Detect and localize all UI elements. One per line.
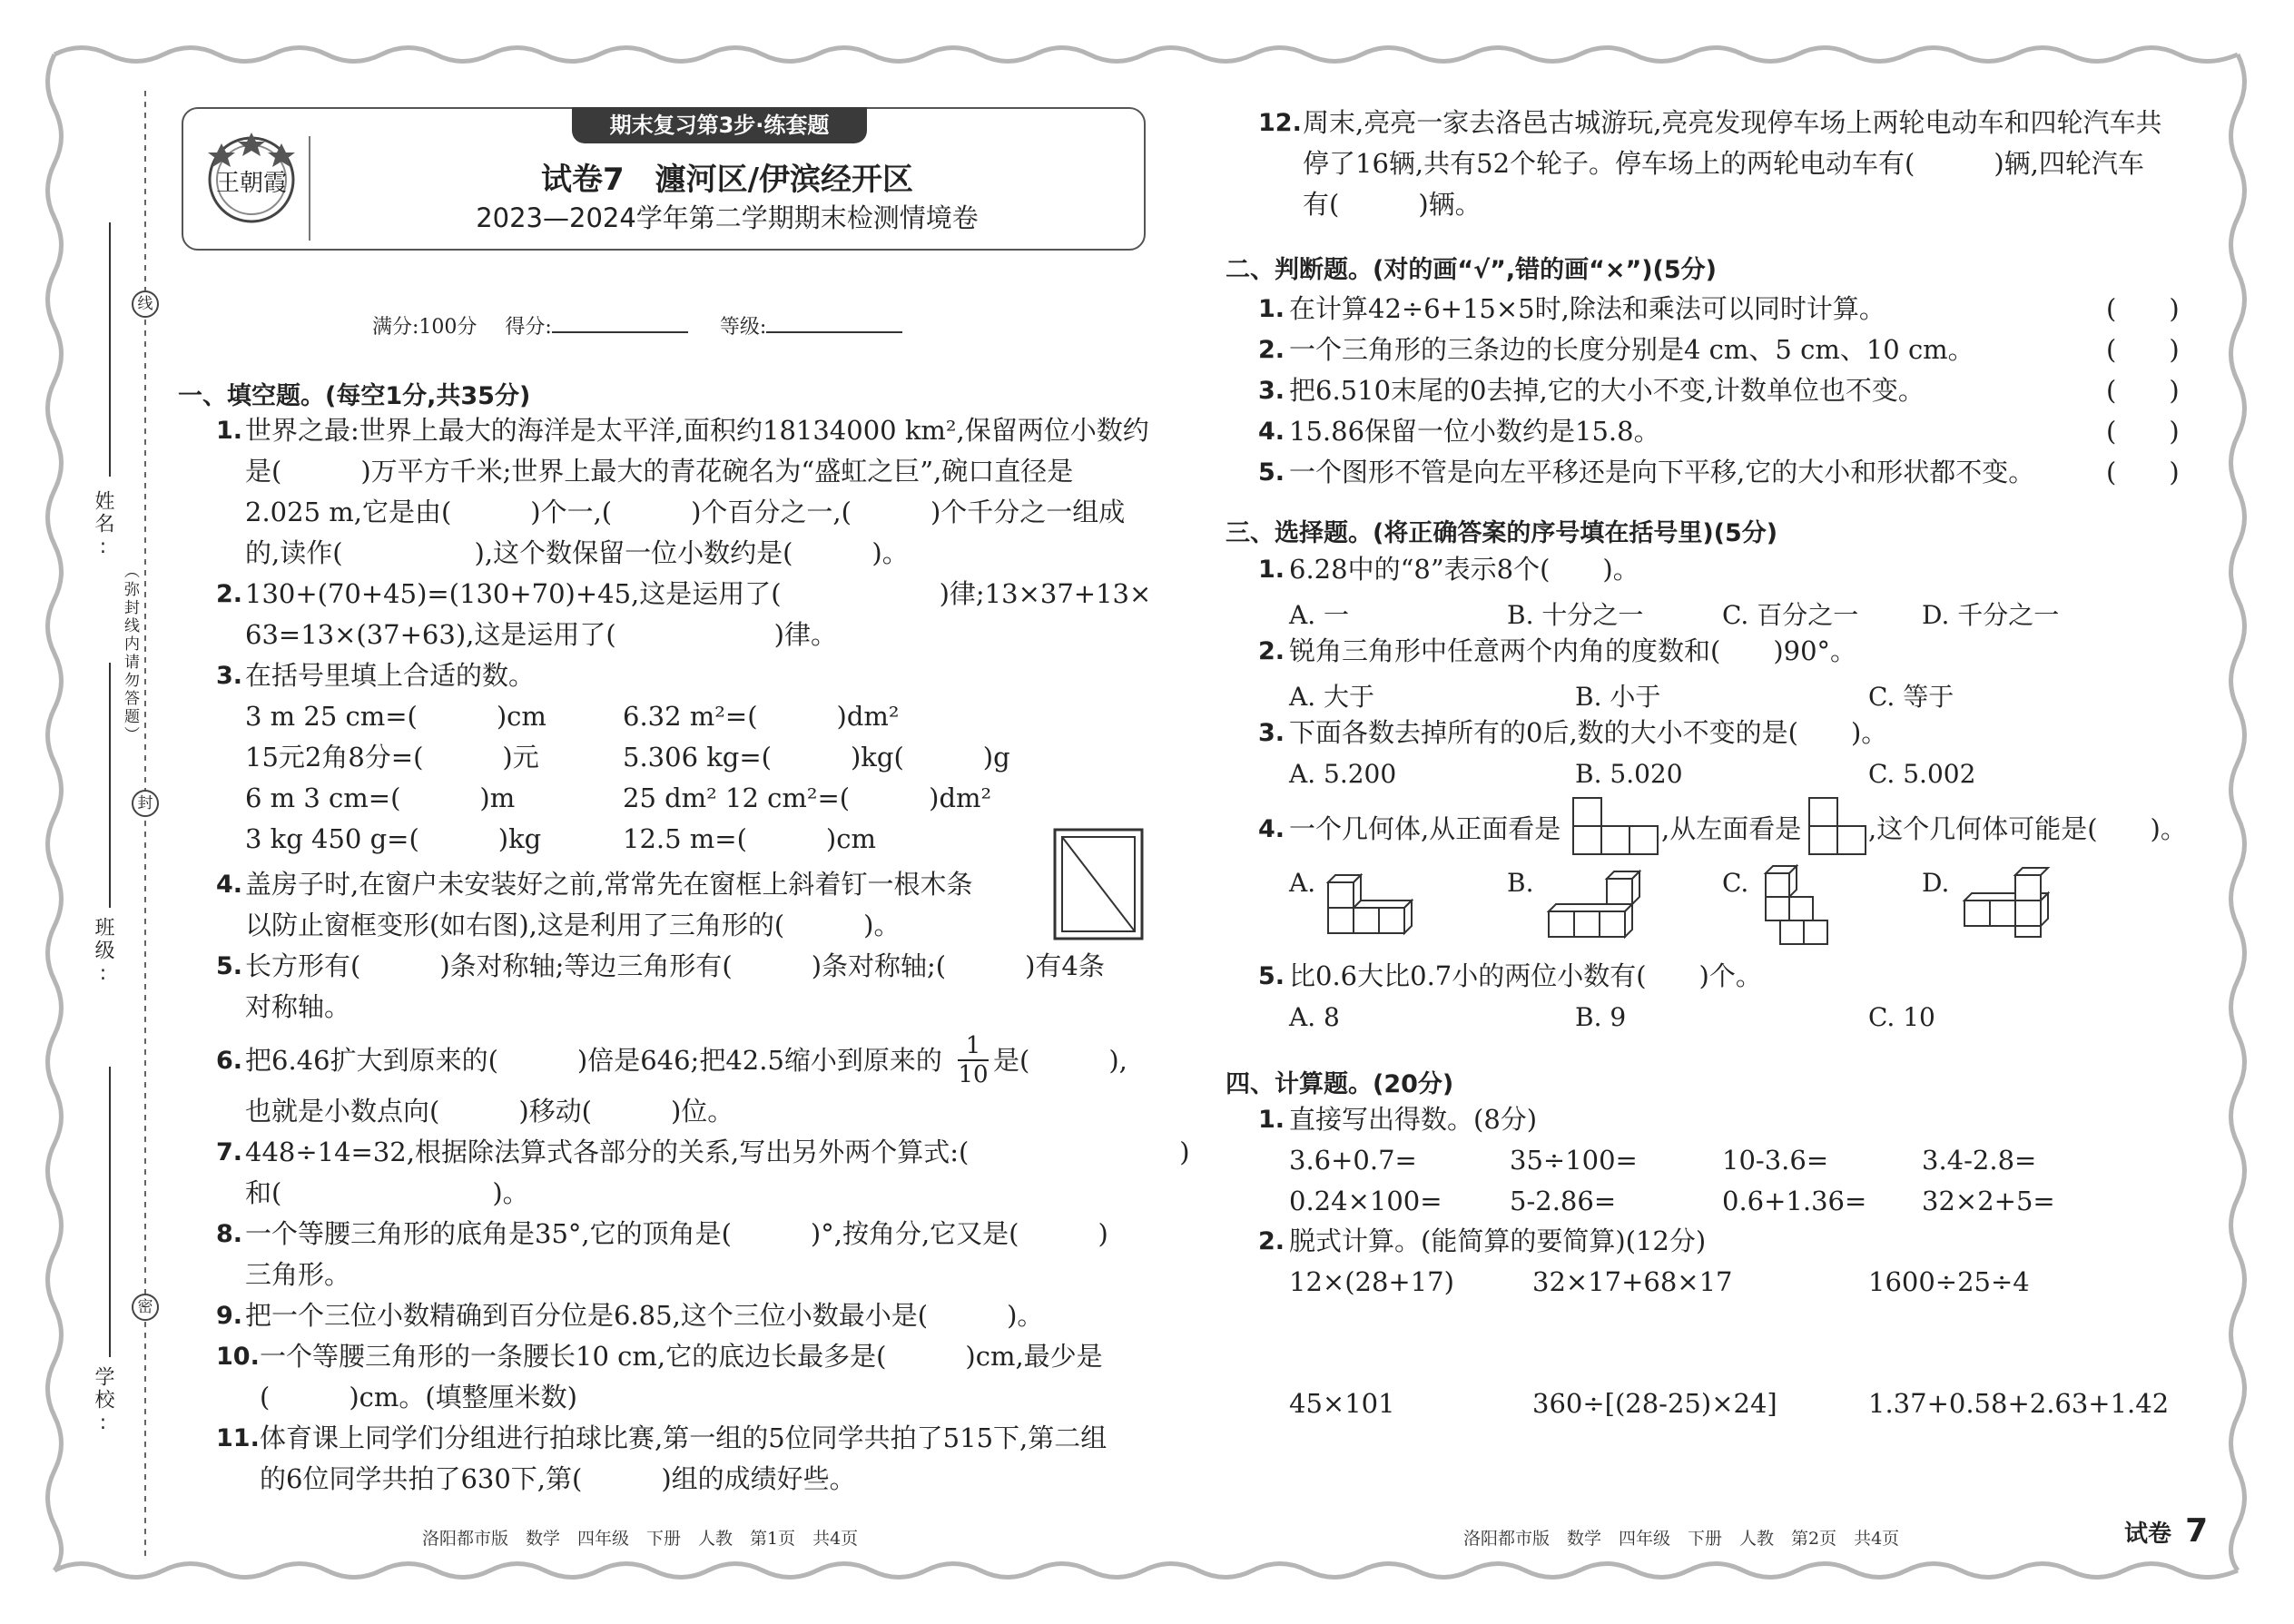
c1-num: 1.: [1258, 556, 1285, 584]
judge-answer-blank[interactable]: ( ): [2106, 416, 2180, 447]
q3-c: 15元2角8分=( )元: [245, 742, 539, 773]
c4-opt-a[interactable]: A.: [1289, 868, 1316, 898]
grade-label: 等级:: [719, 316, 767, 339]
c2-opt-c[interactable]: C. 等于: [1868, 682, 1954, 712]
q9-num: 9.: [216, 1302, 243, 1330]
c3-opt-a[interactable]: A. 5.200: [1289, 759, 1397, 789]
oral-calc-item: 5-2.86=: [1510, 1186, 1617, 1216]
q3-f: 25 dm² 12 cm²=( )dm²: [623, 782, 992, 813]
paper-label: [2124, 1512, 2208, 1550]
oral-calc-item: 0.6+1.36=: [1722, 1186, 1867, 1216]
judge-answer-blank[interactable]: ( ): [2106, 457, 2180, 487]
q7-num: 7.: [216, 1138, 243, 1166]
q2-num: 2.: [216, 580, 243, 608]
c5-opt-a[interactable]: A. 8: [1289, 1002, 1340, 1032]
q4-num: 4.: [216, 871, 243, 899]
brand-logo: [202, 125, 301, 225]
k1-num: 1.: [1258, 1106, 1285, 1134]
c4-opt-c-cubes: [1757, 862, 1847, 949]
q2-line1: 130+(70+45)=(130+70)+45,这是运用了( )律;13×37+13×: [245, 578, 1152, 609]
section-judge-title: 二、判断题。(对的画“√”,错的画“×”)(5分): [1226, 256, 1718, 284]
judge-answer-blank[interactable]: ( ): [2106, 293, 2180, 324]
name-label: 姓名:: [92, 490, 114, 561]
q6-fraction-numerator: 1: [965, 1032, 981, 1059]
q6-fraction-denominator: 10: [958, 1061, 989, 1088]
section-choice-title: 三、选择题。(将正确答案的序号填在括号里)(5分): [1226, 519, 1778, 547]
oral-calc-item: 3.6+0.7=: [1289, 1145, 1417, 1176]
q1-num: 1.: [216, 417, 243, 445]
q7-line2: 和( )。: [245, 1177, 529, 1208]
c4-opt-c[interactable]: C.: [1722, 868, 1749, 898]
footer-right: 洛阳都市版 数学 四年级 下册 人教 第2页 共4页: [1463, 1529, 1900, 1549]
c2-num: 2.: [1258, 637, 1285, 665]
left-view-figure: [1808, 797, 1866, 855]
full-score: 满分:100分: [372, 316, 478, 339]
judge-statement: 在计算42÷6+15×5时,除法和乘法可以同时计算。: [1289, 293, 1885, 324]
q3-h: 12.5 m=( )cm: [623, 823, 876, 854]
c2-opt-b[interactable]: B. 小于: [1575, 682, 1661, 712]
q8-line2: 三角形。: [245, 1259, 351, 1290]
step-badge: 期末复习第3步·练套题: [572, 107, 867, 143]
exam-title: 试卷7 瀍河区/伊滨经开区: [540, 162, 914, 198]
footer-left: 洛阳都市版 数学 四年级 下册 人教 第1页 共4页: [422, 1529, 859, 1549]
q3-d: 5.306 kg=( )kg( )g: [623, 742, 1010, 773]
judge-num: 5.: [1258, 458, 1285, 487]
seal-seal-mark: 封: [132, 790, 159, 817]
q12-line1: 周末,亮亮一家去洛邑古城游玩,亮亮发现停车场上两轮电动车和四轮汽车共: [1303, 107, 2162, 138]
k2-title: 脱式计算。(能简算的要简算)(12分): [1289, 1225, 1707, 1256]
oral-calc-item: 0.24×100=: [1289, 1186, 1442, 1216]
class-line[interactable]: [109, 663, 111, 908]
c1-opt-c[interactable]: C. 百分之一: [1722, 600, 1859, 630]
c1-opt-b[interactable]: B. 十分之一: [1507, 600, 1644, 630]
q1-line4: 的,读作( ),这个数保留一位小数约是( )。: [245, 537, 909, 568]
c5-opt-c[interactable]: C. 10: [1868, 1002, 1935, 1032]
q2-line2: 63=13×(37+63),这是运用了( )律。: [245, 619, 837, 650]
q6-line1a: 把6.46扩大到原来的( )倍是646;把42.5缩小到原来的: [245, 1045, 942, 1076]
score-line: [372, 311, 902, 340]
c4-opt-b-cubes: [1543, 862, 1652, 940]
judge-num: 3.: [1258, 377, 1285, 405]
q5-line2: 对称轴。: [245, 991, 351, 1022]
q10-line2: ( )cm。(填整厘米数): [260, 1382, 577, 1412]
q3-b: 6.32 m²=( )dm²: [623, 701, 900, 732]
c4-opt-d[interactable]: D.: [1922, 868, 1950, 898]
grade-blank[interactable]: [766, 331, 902, 333]
name-line[interactable]: [109, 222, 111, 477]
q8-num: 8.: [216, 1220, 243, 1248]
c4-opt-b[interactable]: B.: [1507, 868, 1534, 898]
q6-fraction: [958, 1032, 989, 1088]
judge-statement: 一个图形不管是向左平移还是向下平移,它的大小和形状都不变。: [1289, 457, 2035, 487]
q3-e: 6 m 3 cm=( )m: [245, 782, 516, 813]
c2-question: 锐角三角形中任意两个内角的度数和( )90°。: [1289, 635, 1857, 666]
q11-line2: 的6位同学共拍了630下,第( )组的成绩好些。: [260, 1463, 856, 1494]
q6-line2: 也就是小数点向( )移动( )位。: [245, 1096, 734, 1127]
c1-question: 6.28中的“8”表示8个( )。: [1289, 554, 1639, 585]
q3-line1: 在括号里填上合适的数。: [245, 660, 536, 691]
oral-calc-item: 10-3.6=: [1722, 1145, 1829, 1176]
c4-num: 4.: [1258, 815, 1285, 843]
q5-line1: 长方形有( )条对称轴;等边三角形有( )条对称轴;( )有4条: [245, 950, 1105, 981]
c3-question: 下面各数去掉所有的0后,数的大小不变的是( )。: [1289, 717, 1888, 748]
c3-num: 3.: [1258, 719, 1285, 747]
q6-num: 6.: [216, 1047, 243, 1075]
paper-label-text: 试卷: [2124, 1521, 2172, 1548]
step-calc-item: 1.37+0.58+2.63+1.42: [1868, 1388, 2170, 1419]
step-calc-item: 45×101: [1289, 1388, 1395, 1419]
seal-note: （弥封线内请勿答题）: [121, 563, 139, 744]
q7-line1: 448÷14=32,根据除法算式各部分的关系,写出另外两个算式:( ): [245, 1137, 1190, 1167]
c1-opt-d[interactable]: D. 千分之一: [1922, 600, 2060, 630]
section-fill-title: 一、填空题。(每空1分,共35分): [178, 382, 531, 410]
q1-line1: 世界之最:世界上最大的海洋是太平洋,面积约18134000 km²,保留两位小数约: [245, 415, 1149, 446]
c4-question-c: ,这个几何体可能是( )。: [1868, 813, 2187, 844]
section-calc-title: 四、计算题。(20分): [1226, 1070, 1454, 1098]
q3-g: 3 kg 450 g=( )kg: [245, 823, 542, 854]
q3-num: 3.: [216, 662, 243, 690]
seal-line-mark: 线: [132, 290, 159, 318]
judge-statement: 一个三角形的三条边的长度分别是4 cm、5 cm、10 cm。: [1289, 334, 1974, 365]
school-line[interactable]: [109, 1067, 111, 1357]
score-label: 得分:: [505, 316, 552, 339]
q12-line3: 有( )辆。: [1303, 189, 1482, 220]
q3-a: 3 m 25 cm=( )cm: [245, 701, 546, 732]
q11-num: 11.: [216, 1424, 260, 1452]
q1-line3: 2.025 m,它是由( )个一,( )个百分之一,( )个千分之一组成: [245, 497, 1126, 527]
class-label: 班级:: [92, 917, 114, 988]
judge-statement: 15.86保留一位小数约是15.8。: [1289, 416, 1660, 447]
c4-opt-d-cubes: [1959, 862, 2068, 940]
judge-num: 1.: [1258, 295, 1285, 323]
k2-num: 2.: [1258, 1227, 1285, 1255]
c4-question-a: 一个几何体,从正面看是: [1289, 813, 1561, 844]
c5-opt-b[interactable]: B. 9: [1575, 1002, 1627, 1032]
q12-num: 12.: [1258, 109, 1302, 137]
c2-opt-a[interactable]: A. 大于: [1289, 682, 1375, 712]
c5-question: 比0.6大比0.7小的两位小数有( )个。: [1289, 960, 1762, 991]
q8-line1: 一个等腰三角形的底角是35°,它的顶角是( )°,按角分,它又是( ): [245, 1218, 1108, 1249]
judge-statement: 把6.510末尾的0去掉,它的大小不变,计数单位也不变。: [1289, 375, 1925, 406]
step-calc-item: 1600÷25÷4: [1868, 1266, 2030, 1297]
step-calc-item: 360÷[(28-25)×24]: [1532, 1388, 1777, 1419]
judge-num: 4.: [1258, 418, 1285, 446]
c4-opt-a-cubes: [1321, 862, 1421, 940]
q4-line2: 以防止窗框变形(如右图),这是利用了三角形的( )。: [245, 910, 901, 940]
oral-calc-item: 35÷100=: [1510, 1145, 1638, 1176]
k1-title: 直接写出得数。(8分): [1289, 1104, 1538, 1135]
judge-answer-blank[interactable]: ( ): [2106, 334, 2180, 365]
q1-line2: 是( )万平方千米;世界上最大的青花碗名为“盛虹之巨”,碗口直径是: [245, 456, 1074, 487]
q10-line1: 一个等腰三角形的一条腰长10 cm,它的底边长最多是( )cm,最少是: [260, 1341, 1103, 1372]
c3-opt-c[interactable]: C. 5.002: [1868, 759, 1976, 789]
q12-line2: 停了16辆,共有52个轮子。停车场上的两轮电动车有( )辆,四轮汽车: [1303, 148, 2144, 179]
q5-num: 5.: [216, 952, 243, 980]
q10-num: 10.: [216, 1343, 260, 1371]
q4-line1: 盖房子时,在窗户未安装好之前,常常先在窗框上斜着钉一根木条: [245, 869, 973, 900]
svg-text:王朝霞: 王朝霞: [215, 170, 288, 197]
front-view-figure: [1572, 797, 1659, 855]
exam-subtitle: 2023—2024学年第二学期期末检测情境卷: [476, 202, 979, 233]
judge-num: 2.: [1258, 336, 1285, 364]
oral-calc-item: 3.4-2.8=: [1922, 1145, 2037, 1176]
q11-line1: 体育课上同学们分组进行拍球比赛,第一组的5位同学共拍了515下,第二组: [260, 1422, 1108, 1453]
q9-line1: 把一个三位小数精确到百分位是6.85,这个三位小数最小是( )。: [245, 1300, 1044, 1331]
c3-opt-b[interactable]: B. 5.020: [1575, 759, 1683, 789]
score-blank[interactable]: [552, 331, 688, 333]
school-label: 学校:: [92, 1366, 114, 1437]
q6-line1b: 是( ),: [993, 1045, 1127, 1076]
judge-answer-blank[interactable]: ( ): [2106, 375, 2180, 406]
window-frame-figure: [1053, 828, 1144, 940]
c5-num: 5.: [1258, 962, 1285, 990]
c1-opt-a[interactable]: A. 一: [1289, 600, 1350, 630]
c4-question-b: ,从左面看是: [1661, 813, 1802, 844]
oral-calc-item: 32×2+5=: [1922, 1186, 2055, 1216]
paper-number: 7: [2185, 1512, 2209, 1550]
step-calc-item: 32×17+68×17: [1532, 1266, 1733, 1297]
step-calc-item: 12×(28+17): [1289, 1266, 1454, 1297]
seal-secret-mark: 密: [132, 1294, 159, 1321]
